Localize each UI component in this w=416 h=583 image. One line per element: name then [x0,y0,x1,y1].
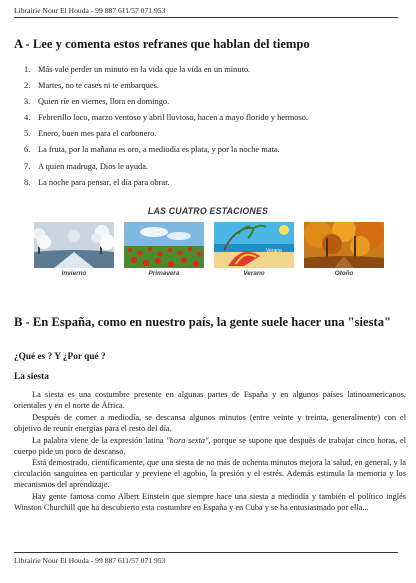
item-number: 3. [24,97,31,107]
proverb-text: La fruta, por la mañana es oro, a mediodía es plata, y por la noche mata. [38,145,280,155]
proverb-text: Más vale perder un minuto en la vida que la vida en un minuto. [38,65,251,74]
caption-autumn: Otoño [334,270,354,277]
list-item [24,78,404,94]
item-number: 5. [24,129,31,139]
spring-image [124,222,204,268]
season-winter [34,222,114,277]
caption-spring: Primavera [148,270,180,277]
page-header: Librairie Nour El Houda - 99 887 611/57 071 953 [14,6,398,18]
proverb-text: A quien madruga, Dios le ayuda. [38,161,149,171]
caption-summer: Verano [243,270,265,277]
latin-expression: "hora sexta" [166,435,209,445]
summer-image [214,222,294,268]
paragraph: Después de comer a mediodía, se descansa algunos minutos (entre veinte y treinta, generalmente) con el objetivo de reunir energías para el resto del día. [14,412,406,433]
winter-image [34,222,114,268]
proverb-text: Febrerillo loco, marzo ventoso y abril lluvioso, hacen a mayo florido y hermoso. [38,113,309,123]
section-a-title: A - Lee y comenta estos refranes que hablan del tiempo [14,37,310,51]
siesta-subtitle: La siesta [14,372,49,382]
item-number: 8. [24,177,31,187]
paragraph: Hay gente famosa como Albert Einstein que siempre hace una siesta a mediodía y también el político inglés Winston Churchill que ha descubierto esta costumbre en España y en Cuba y se ha entusiasmado por ella... [14,492,406,513]
item-number: 2. [24,81,31,91]
proverb-text: Martes, no te cases ni te embarques. [38,81,159,91]
autumn-image [304,222,384,268]
proverb-list [24,62,404,191]
paragraph [14,436,406,458]
proverb-text: La noche para pensar, el día para obrar. [38,177,170,187]
proverb-text: Quien ríe en viernes, llora en domingo. [38,97,170,107]
paragraph: La siesta es una costumbre presente en algunas partes de España y en algunos países latinoamericanos, orientales y en el norte de África. [14,390,406,410]
siesta-text [14,390,406,515]
season-spring [124,222,204,277]
list-item [24,62,404,78]
summer-sign-text: Verano [266,248,282,254]
list-item [24,175,404,191]
list-item [24,159,404,175]
season-autumn [304,222,384,277]
paragraph: Está demostrado, científicamente, que una siesta de no más de ochenta minutos mejora la salud, en general, y la circulación sanguínea en particular y previene el agobio, la presión y el estrés. Además estimula la memoria y los mecanismos del aprendizaje. [14,458,406,490]
list-item [24,126,404,142]
season-summer [214,222,294,277]
question-heading: ¿Qué es ? Y ¿Por qué ? [14,352,106,362]
item-number: 1. [24,65,31,74]
list-item [24,142,404,158]
item-number: 6. [24,145,31,155]
list-item [24,94,404,110]
caption-winter: Invierno [61,270,87,277]
seasons-gallery [34,222,384,282]
list-item [24,110,404,126]
paragraph-part: , porque se supone que después de trabajar cinco horas, el cuerpo pide un poco de descanso. [14,435,407,456]
proverb-text: Enero, buen mes para el carbonero. [38,129,157,139]
seasons-title: LAS CUATRO ESTACIONES [147,206,269,216]
section-b-title: B - En España, como en nuestro país, la gente suele hacer una "siesta" [14,315,392,329]
paragraph-part: La palabra viene de la expresión latina [32,435,167,445]
item-number: 7. [24,161,31,171]
page-footer: Librairie Nour El Houda - 99 887 611/57 071 953 [14,552,398,565]
item-number: 4. [24,113,31,123]
